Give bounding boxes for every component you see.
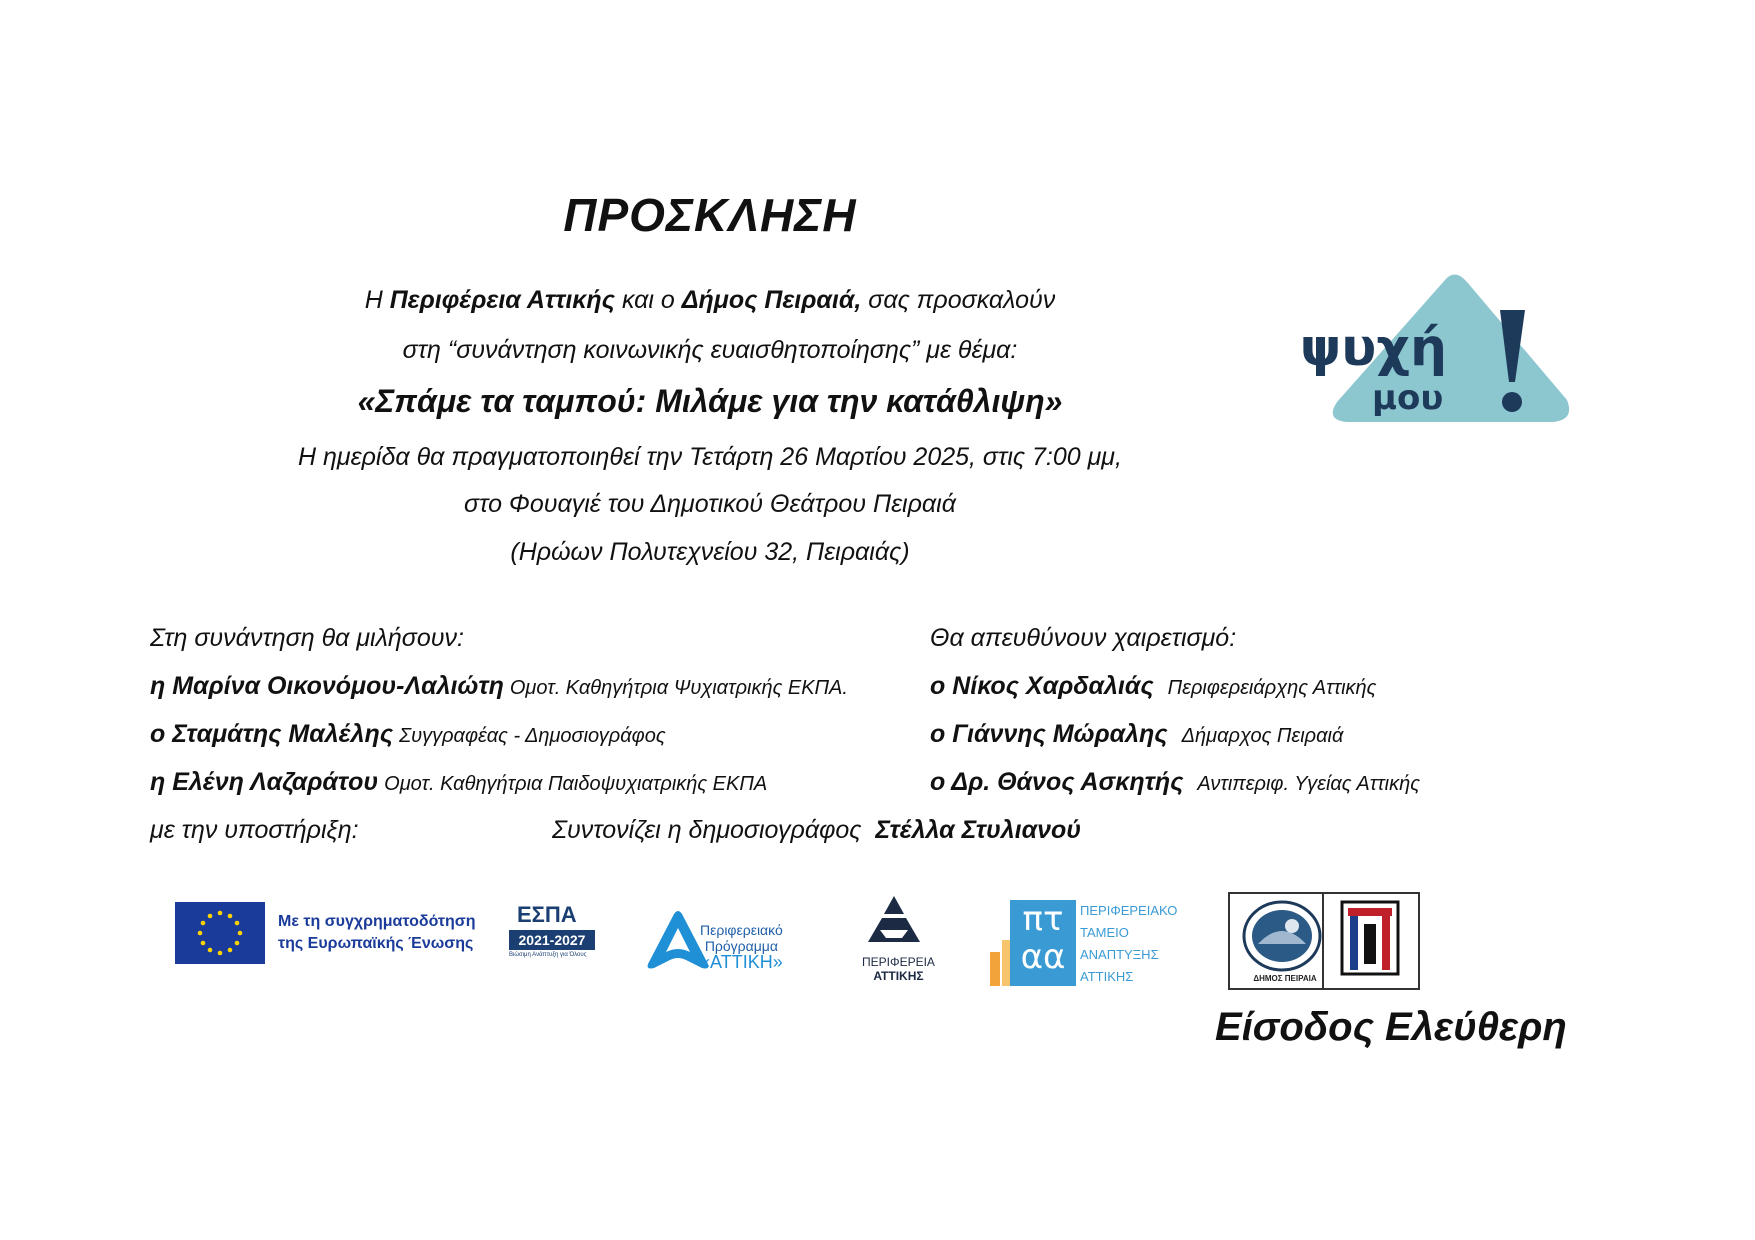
ptaa-bar-icon — [990, 952, 1000, 986]
greeter-role: Περιφερειάρχης Αττικής — [1167, 677, 1377, 699]
ptaa-mark: πτ αα — [1010, 900, 1076, 986]
greeter-role: Αντιπεριφ. Υγείας Αττικής — [1197, 773, 1420, 795]
speaker-2 — [150, 720, 666, 749]
moderator-label: Συντονίζει η δημοσιογράφος — [552, 816, 862, 844]
attiki-line-2: Πρόγραμμα — [704, 938, 778, 954]
attiki-program-text — [700, 922, 783, 970]
event-subject: «Σπάμε τα ταμπού: Μιλάμε για την κατάθλιψη» — [357, 383, 1063, 419]
piraeus-label: ΔΗΜΟΣ ΠΕΙΡΑΙΑ — [1253, 974, 1317, 983]
org-region: Περιφέρεια Αττικής — [389, 286, 615, 314]
espa-title: ΕΣΠΑ — [517, 902, 577, 927]
attiki-line-3: «ΑΤΤΙΚΗ» — [700, 952, 783, 972]
speaker-3 — [150, 768, 767, 797]
speaker-name: η Ελένη Λαζαράτου — [150, 768, 379, 796]
event-venue: στο Φουαγιέ του Δημοτικού Θεάτρου Πειραιά — [464, 490, 956, 518]
eu-line-2: της Ευρωπαϊκής Ένωσης — [278, 935, 474, 952]
org-municipality: Δήμος Πειραιά, — [681, 286, 862, 314]
espa-logo — [505, 902, 597, 966]
perifereia-attikis-text — [862, 955, 935, 983]
ptaa-line-1: ΠΕΡΙΦΕΡΕΙΑΚΟ — [1080, 903, 1178, 918]
event-address: (Ηρώων Πολυτεχνείου 32, Πειραιάς) — [510, 538, 910, 566]
intro-line-2: στη “συνάντηση κοινωνικής ευαισθητοποίησης” με θέμα: — [402, 336, 1018, 364]
ptaa-line-3: ΑΝΑΠΤΥΞΗΣ — [1080, 947, 1159, 962]
ptaa-text — [1080, 900, 1177, 988]
intro-post: σας προσκαλούν — [861, 286, 1056, 314]
greetings-heading: Θα απευθύνουν χαιρετισμό: — [930, 624, 1237, 652]
intro-line-1 — [0, 286, 1420, 315]
psyxi-word: ψυχή — [1300, 318, 1447, 378]
eu-flag-icon — [175, 902, 265, 964]
greeter-2 — [930, 720, 1343, 749]
moderator-name: Στέλλα Στυλιανού — [875, 816, 1082, 844]
speaker-name: ο Σταμάτης Μαλέλης — [150, 720, 394, 748]
ptaa-line-2: ΤΑΜΕΙΟ — [1080, 925, 1129, 940]
greeter-3 — [930, 768, 1420, 797]
page-title: ΠΡΟΣΚΛΗΣΗ — [563, 189, 857, 241]
speaker-name: η Μαρίνα Οικονόμου-Λαλιώτη — [150, 672, 504, 700]
piraeus-pi-icon — [1340, 900, 1400, 976]
espa-sub: Βιώσιμη Ανάπτυξη για Όλους — [509, 952, 587, 958]
piraeus-seal-icon — [1240, 898, 1324, 974]
perifereia-line-2: ΑΤΤΙΚΗΣ — [873, 969, 924, 983]
greeter-role: Δήμαρχος Πειραιά — [1181, 725, 1344, 747]
speaker-role: Ομοτ. Καθηγήτρια Παιδοψυχιατρικής ΕΚΠΑ — [384, 773, 768, 795]
speaker-role: Ομοτ. Καθηγήτρια Ψυχιατρικής ΕΚΠΑ. — [509, 677, 848, 699]
speaker-role: Συγγραφέας - Δημοσιογράφος — [399, 725, 666, 747]
speakers-heading: Στη συνάντηση θα μιλήσουν: — [150, 624, 464, 652]
intro-pre: Η — [364, 286, 390, 314]
perifereia-attikis-icon — [866, 894, 922, 944]
attiki-line-1: Περιφερειακό — [700, 922, 783, 938]
moderator — [552, 816, 1081, 845]
eu-line-1: Με τη συγχρηματοδότηση — [278, 913, 476, 930]
perifereia-line-1: ΠΕΡΙΦΕΡΕΙΑ — [862, 955, 935, 969]
greeter-name: ο Δρ. Θάνος Ασκητής — [930, 768, 1184, 796]
eu-text — [278, 911, 476, 955]
psyxi-sub: μου — [1372, 378, 1444, 418]
support-label: με την υποστήριξη: — [150, 816, 359, 844]
espa-years: 2021-2027 — [509, 930, 595, 950]
intro-mid: και ο — [615, 286, 682, 314]
event-date: Η ημερίδα θα πραγματοποιηθεί την Τετάρτη 26 Μαρτίου 2025, στις 7:00 μμ, — [298, 443, 1122, 471]
greeter-name: ο Νίκος Χαρδαλιάς — [930, 672, 1154, 700]
entry-free: Είσοδος Ελεύθερη — [1215, 1005, 1567, 1049]
greeter-name: ο Γιάννης Μώραλης — [930, 720, 1168, 748]
ptaa-line-4: ΑΤΤΙΚΗΣ — [1080, 969, 1134, 984]
greeter-1 — [930, 672, 1376, 701]
speaker-1 — [150, 672, 848, 701]
